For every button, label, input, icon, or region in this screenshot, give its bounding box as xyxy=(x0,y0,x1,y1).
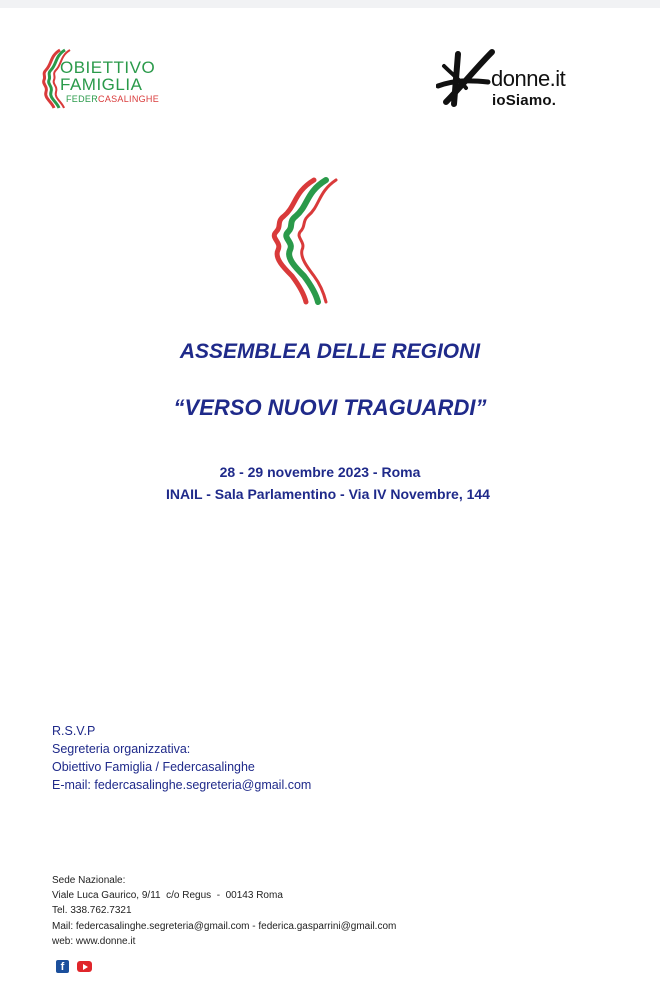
event-date: 28 - 29 novembre 2023 - Roma xyxy=(219,464,421,480)
event-subtitle: “VERSO NUOVI TRAGUARDI” xyxy=(173,395,487,420)
rsvp-label: R.S.V.P xyxy=(52,724,96,738)
logo-text-obiettivo: OBIETTIVO xyxy=(60,58,156,77)
logo-text-casalinghe: CASALINGHE xyxy=(98,94,160,104)
footer-mail[interactable]: Mail: federcasalinghe.segreteria@gmail.com - federica.gasparrini@gmail.com xyxy=(52,920,397,932)
rsvp-block xyxy=(52,722,311,794)
donne-it-logo xyxy=(436,46,596,112)
footer-phone: Tel. 338.762.7321 xyxy=(52,905,132,917)
logo-text-donne-it: donne.it xyxy=(491,66,566,91)
logo-text-famiglia: FAMIGLIA xyxy=(60,75,143,94)
social-links xyxy=(56,960,92,973)
logo-text-federcasalinghe xyxy=(66,94,159,104)
logo-text-feder: FEDER xyxy=(66,94,99,104)
rsvp-secretariat: Segreteria organizzativa: xyxy=(52,742,191,756)
obiettivo-famiglia-logo xyxy=(38,46,188,108)
event-venue: INAIL - Sala Parlamentino - Via IV Novembre, 144 xyxy=(166,486,490,502)
footer-address xyxy=(52,873,396,949)
facebook-icon[interactable]: f xyxy=(56,960,69,973)
brush-mark-icon xyxy=(436,46,496,112)
rsvp-organizer: Obiettivo Famiglia / Federcasalinghe xyxy=(52,760,255,774)
footer-headquarters-label: Sede Nazionale: xyxy=(52,875,126,886)
footer-web[interactable]: web: www.donne.it xyxy=(52,935,136,947)
youtube-icon[interactable] xyxy=(77,961,92,972)
logo-text-io-siamo: ioSiamo. xyxy=(492,92,557,109)
event-title: ASSEMBLEA DELLE REGIONI xyxy=(179,340,481,363)
rsvp-email[interactable]: E-mail: federcasalinghe.segreteria@gmail.com xyxy=(52,778,312,792)
footer-address-line: Viale Luca Gaurico, 9/11 c/o Regus - 00143 Roma xyxy=(52,890,283,902)
tricolor-profile-emblem-icon xyxy=(254,176,344,306)
top-bar xyxy=(0,0,660,8)
